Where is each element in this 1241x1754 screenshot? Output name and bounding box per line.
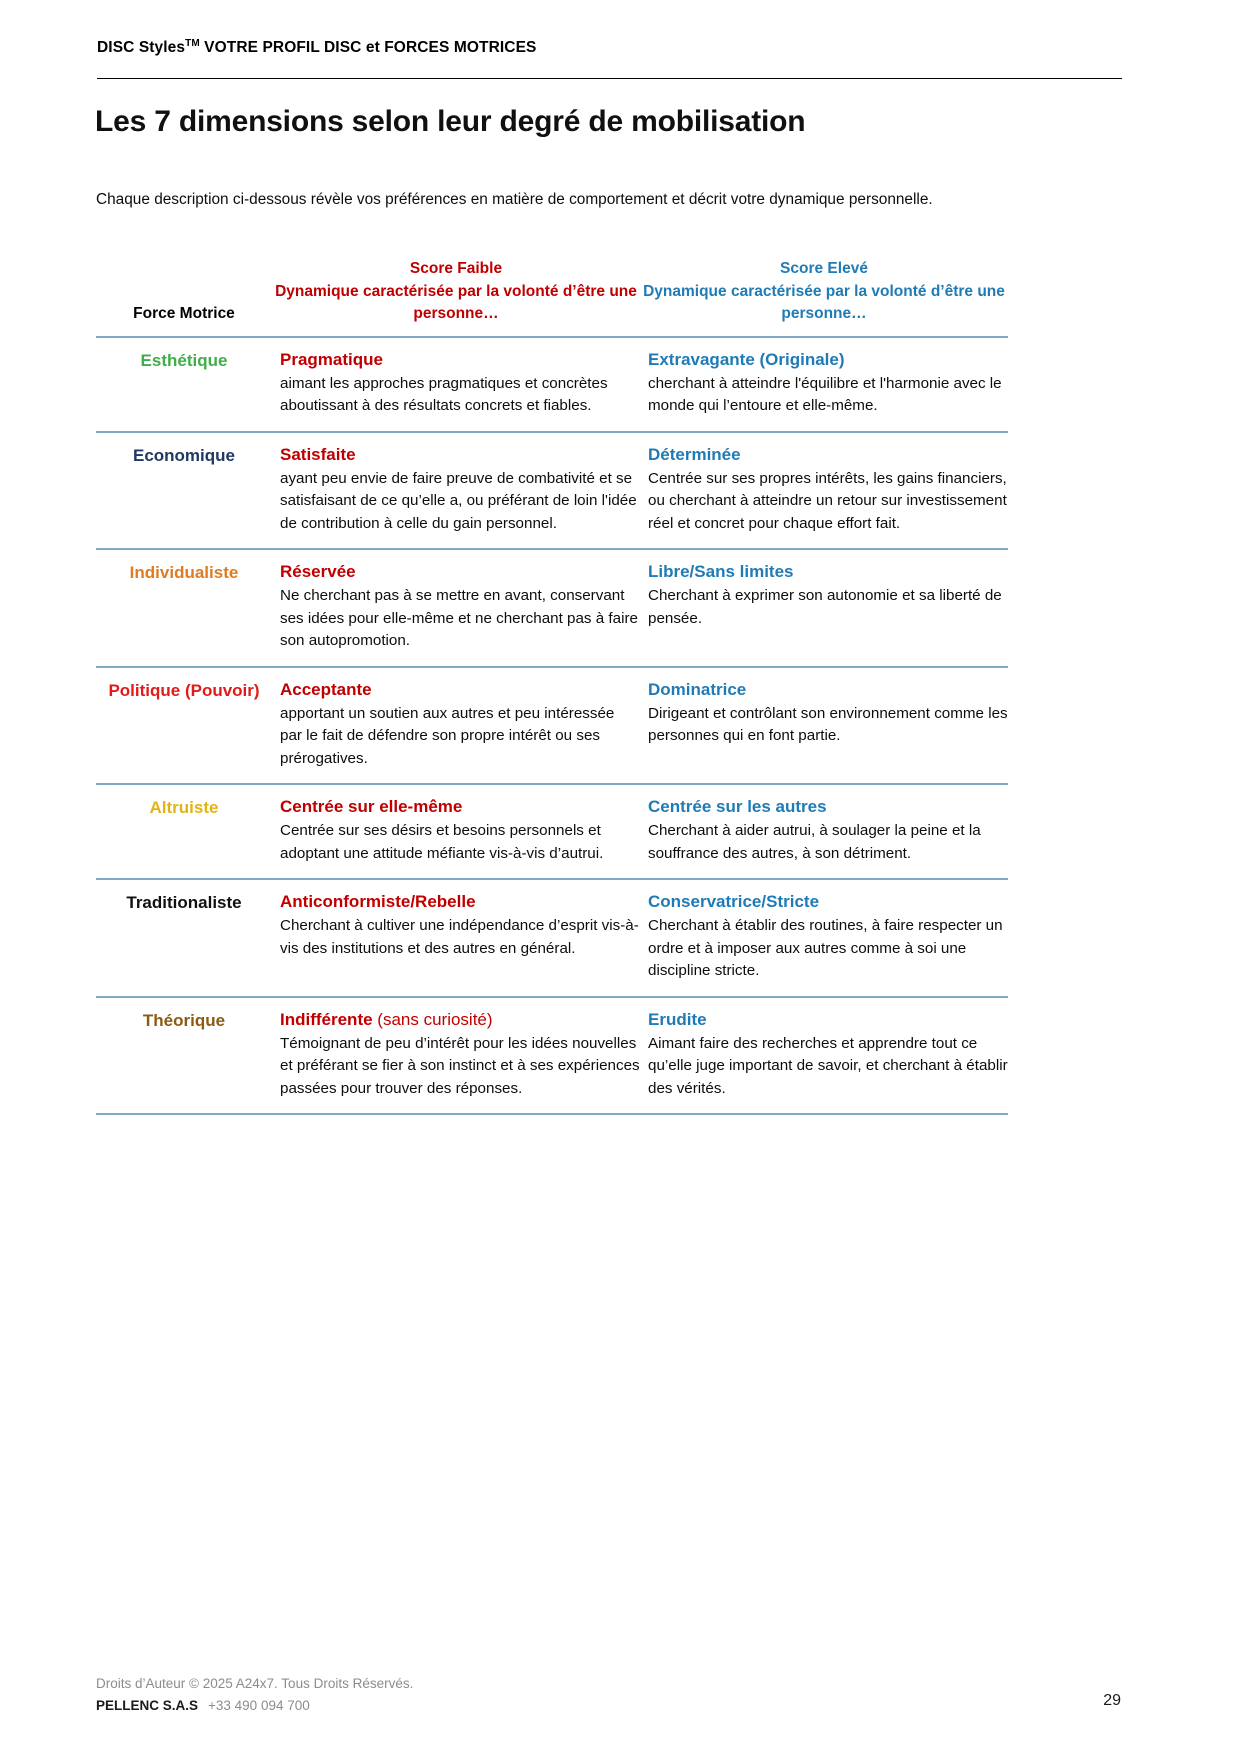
score-eleve-label: Score Elevé: [780, 260, 868, 277]
score-faible-subtitle: Dynamique caractérisée par la volonté d’être une personne…: [275, 282, 637, 322]
score-faible-description: aimant les approches pragmatiques et concrètes aboutissant à des résultats concrets et fiables.: [280, 374, 608, 414]
score-eleve-heading: Libre/Sans limites: [648, 562, 794, 581]
force-motrice-label: Individualiste: [129, 563, 239, 582]
header-divider: [97, 78, 1122, 79]
column-header-score-eleve: [640, 258, 1008, 337]
score-eleve-cell: [640, 997, 1008, 1115]
score-faible-cell: [272, 784, 640, 879]
table-row: [96, 784, 1008, 879]
score-faible-heading: [280, 443, 640, 467]
heading-main: Anticonformiste/Rebelle: [280, 892, 476, 911]
score-faible-cell: [272, 549, 640, 667]
header-brand: DISC Styles: [97, 39, 186, 57]
force-motrice-label: Economique: [132, 445, 235, 465]
running-header: [97, 38, 1122, 57]
score-eleve-heading: Centrée sur les autres: [648, 797, 827, 816]
footer-company-name: PELLENC S.A.S: [96, 1698, 199, 1713]
force-motrice-label: Esthétique: [140, 350, 228, 370]
score-eleve-heading: Conservatrice/Stricte: [648, 892, 820, 911]
score-eleve-description: Cherchant à établir des routines, à faire respecter un ordre et à imposer aux autres comme à soi une discipline stricte.: [648, 917, 1003, 979]
trademark-symbol: TM: [185, 38, 200, 49]
running-header-text: [97, 38, 1122, 57]
table-row: [96, 997, 1008, 1115]
score-eleve-description: Centrée sur ses propres intérêts, les gains financiers, ou cherchant à atteindre un retour sur investissement réel et concret pour chaque effort fait.: [648, 469, 1007, 532]
score-eleve-heading: Extravagante (Originale): [648, 349, 845, 369]
table-row: [96, 432, 1008, 550]
force-motrice-label: Altruiste: [149, 798, 219, 817]
score-eleve-cell: [640, 337, 1008, 432]
score-faible-description: apportant un soutien aux autres et peu intéressée par le fait de défendre son propre intérêt ou ses prérogatives.: [280, 704, 615, 767]
dimensions-table: [96, 258, 1008, 1115]
header-title-rest: VOTRE PROFIL DISC et FORCES MOTRICES: [199, 39, 537, 57]
heading-soft: (sans curiosité): [372, 1009, 493, 1029]
score-eleve-cell: [640, 667, 1008, 785]
intro-paragraph: Chaque description ci-dessous révèle vos préférences en matière de comportement et décrit votre dynamique personnelle.: [96, 191, 933, 208]
table-header-row: [96, 258, 1008, 337]
heading-main: Réservée: [280, 562, 356, 581]
score-faible-description: Cherchant à cultiver une indépendance d’esprit vis-à-vis des institutions et des autres en général.: [280, 917, 639, 957]
force-motrice-label: Traditionaliste: [126, 893, 242, 912]
score-eleve-description: Cherchant à aider autrui, à soulager la peine et la souffrance des autres, à son détriment.: [648, 822, 981, 862]
score-faible-description: ayant peu envie de faire preuve de combativité et se satisfaisant de ce qu’elle a, ou préférant de loin l'idée de contribution à celle du gain personnel.: [280, 469, 637, 532]
score-faible-heading: [280, 348, 640, 372]
score-faible-heading: [280, 560, 640, 584]
score-faible-cell: [272, 997, 640, 1115]
score-faible-description: Ne cherchant pas à se mettre en avant, conservant ses idées pour elle-même et ne cherchant pas à faire son autopromotion.: [280, 587, 638, 649]
table-row: [96, 879, 1008, 997]
header-tick-mark: [97, 78, 107, 79]
heading-main: Acceptante: [280, 679, 372, 699]
footer-phone-number: +33 490 094 700: [208, 1698, 310, 1713]
score-eleve-heading: Déterminée: [648, 444, 741, 464]
column-header-force-motrice: Force Motrice: [133, 305, 235, 322]
score-faible-heading: [280, 795, 640, 819]
document-footer: [96, 1673, 1096, 1717]
score-faible-heading: [280, 678, 640, 702]
heading-main: Indifférente: [280, 1009, 373, 1029]
page-title: Les 7 dimensions selon leur degré de mobilisation: [95, 105, 806, 138]
score-faible-label: Score Faible: [409, 260, 503, 277]
table-body: [96, 337, 1008, 1115]
force-motrice-label: Politique (Pouvoir): [108, 680, 260, 700]
page-number: 29: [1103, 1692, 1121, 1709]
score-faible-heading: [280, 1008, 640, 1032]
score-faible-cell: [272, 337, 640, 432]
table-row: [96, 337, 1008, 432]
footer-copyright: Droits d’Auteur © 2025 A24x7. Tous Droits Réservés.: [96, 1676, 414, 1691]
force-motrice-label: Théorique: [142, 1010, 226, 1030]
score-eleve-cell: [640, 784, 1008, 879]
score-faible-cell: [272, 432, 640, 550]
score-eleve-description: Cherchant à exprimer son autonomie et sa liberté de pensée.: [648, 587, 1002, 627]
score-eleve-subtitle: Dynamique caractérisée par la volonté d’être une personne…: [643, 282, 1005, 322]
table-header: [96, 258, 1008, 337]
score-faible-description: Témoignant de peu d’intérêt pour les idées nouvelles et préférant se fier à son instinct et à ses expériences passées pour trouver des réponses.: [280, 1034, 640, 1097]
table-row: [96, 549, 1008, 667]
footer-company-line: [96, 1695, 1096, 1717]
score-eleve-description: Aimant faire des recherches et apprendre tout ce qu’elle juge important de savoir, et cherchant à établir des vérités.: [648, 1034, 1008, 1097]
table-row: [96, 667, 1008, 785]
score-eleve-heading: Dominatrice: [648, 679, 747, 699]
score-faible-description: Centrée sur ses désirs et besoins personnels et adoptant une attitude méfiante vis-à-vis d’autrui.: [280, 822, 604, 862]
heading-main: Satisfaite: [280, 444, 356, 464]
score-eleve-description: Dirigeant et contrôlant son environnement comme les personnes qui en font partie.: [648, 704, 1008, 744]
score-eleve-cell: [640, 432, 1008, 550]
score-eleve-cell: [640, 549, 1008, 667]
score-eleve-heading: Erudite: [648, 1009, 707, 1029]
score-faible-cell: [272, 667, 640, 785]
score-eleve-cell: [640, 879, 1008, 997]
heading-main: Pragmatique: [280, 349, 383, 369]
column-header-score-faible: [272, 258, 640, 337]
score-faible-heading: [280, 890, 640, 914]
heading-main: Centrée sur elle-même: [280, 797, 463, 816]
score-faible-cell: [272, 879, 640, 997]
score-eleve-description: cherchant à atteindre l'équilibre et l'harmonie avec le monde qui l’entoure et elle-même.: [648, 374, 1002, 414]
